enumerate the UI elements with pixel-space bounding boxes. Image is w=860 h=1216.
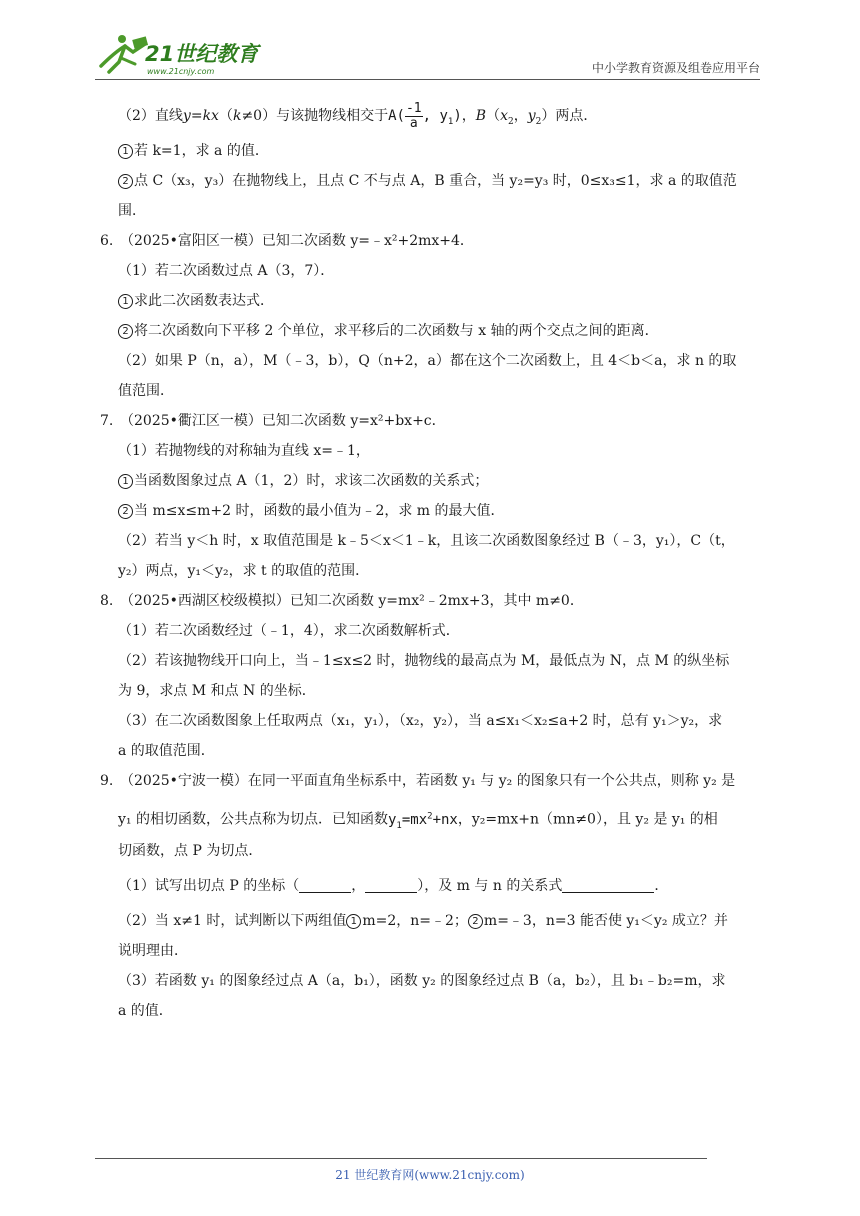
q9-part2: （2）当 x≠1 时，试判断以下两组值 1 m=2，n=﹣2； 2 m=﹣3，n=3 能否使 y₁＜y₂ 成立？并	[118, 913, 728, 929]
q6-part2-cont: 值范围．	[118, 383, 174, 399]
page-footer: 21 世纪教育网(www.21cnjy.com)	[335, 1168, 525, 1182]
q6-sub2: 2 将二次函数向下平移 2 个单位，求平移后的二次函数与 x 轴的两个交点之间的距离．	[100, 316, 765, 346]
q7-sub2: 2 当 m≤x≤m+2 时，函数的最小值为﹣2，求 m 的最大值．	[100, 496, 765, 526]
q8-part1: （1）若二次函数经过（﹣1，4），求二次函数解析式．	[118, 623, 460, 639]
q7-part1: （1）若抛物线的对称轴为直线 x=﹣1，	[118, 443, 370, 459]
logo-text: 21世纪教育	[145, 42, 259, 66]
answer-blank-y[interactable]	[365, 876, 417, 893]
platform-name: 中小学教育资源及组卷应用平台	[591, 61, 760, 75]
q9-stem: 9. （2025•宁波一模）在同一平面直角坐标系中，若函数 y₁ 与 y₂ 的图象只有一个公共点，则称 y₂ 是	[100, 773, 736, 789]
site-logo	[95, 30, 265, 78]
q9-part3-cont: a 的值．	[118, 1003, 173, 1019]
q8-stem: 8. （2025•西湖区校级模拟）已知二次函数 y=mx²﹣2mx+3，其中 m≠0．	[100, 593, 584, 609]
q6-part2: （2）如果 P（n，a），M（﹣3，b），Q（n+2，a）都在这个二次函数上，且 4＜b＜a，求 n 的取	[118, 353, 737, 369]
footer-divider	[95, 1158, 707, 1159]
q5-sub1: 1 若 k=1，求 a 的值．	[100, 136, 765, 166]
circled-number-2: 2	[118, 174, 133, 189]
q6-stem: 6. （2025•富阳区一模）已知二次函数 y=﹣x²+2mx+4．	[100, 233, 474, 249]
q8-part2-cont: 为 9，求点 M 和点 N 的坐标．	[118, 683, 316, 699]
q9-part2-cont: 说明理由．	[118, 943, 188, 959]
circled-number-1: 1	[118, 144, 133, 159]
q5-part2: （2）直线y=kx（k≠0）与该抛物线相交于A( $\frac{-1}{a}$ , $y_1$)，$B(x_2$，$y_2$）两点．	[118, 100, 598, 131]
q8-part3: （3）在二次函数图象上任取两点（x₁，y₁），（x₂，y₂），当 a≤x₁＜x₂≤a+2 时，总有 y₁＞y₂，求	[118, 713, 723, 729]
q7-sub1: 1 当函数图象过点 A（1，2）时，求该二次函数的关系式；	[100, 466, 765, 496]
q9-stem-end: 切函数，点 P 为切点．	[118, 843, 263, 859]
q7-part2: （2）若当 y＜h 时，x 取值范围是 k﹣5＜x＜1﹣k，且该二次函数图象经过 B（﹣3，y₁），C（t，	[118, 533, 735, 549]
q5-sub2-cont: 围．	[118, 203, 146, 219]
q7-part2-cont: y₂）两点，y₁＜y₂，求 t 的取值的范围．	[118, 563, 370, 579]
header-divider	[95, 79, 760, 80]
q9-part3: （3）若函数 y₁ 的图象经过点 A（a，b₁），函数 y₂ 的图象经过点 B（a，b₂），且 b₁﹣b₂=m，求	[118, 973, 726, 989]
q8-part3-cont: a 的取值范围．	[118, 743, 215, 759]
q6-sub1: 1 求此二次函数表达式．	[100, 286, 765, 316]
q7-stem: 7. （2025•衢江区一模）已知二次函数 y=x²+bx+c．	[100, 413, 446, 429]
answer-blank-relation[interactable]	[562, 876, 654, 893]
page-header	[95, 30, 760, 80]
q5-sub2: 2 点 C（x₃，y₃）在抛物线上，且点 C 不与点 A，B 重合，当 y₂=y₃ 时，0≤x₃≤1，求 a 的取值范	[100, 166, 765, 196]
q8-part2: （2）若该抛物线开口向上，当﹣1≤x≤2 时，抛物线的最高点为 M，最低点为 N，点 M 的纵坐标	[118, 653, 730, 669]
q6-part1: （1）若二次函数过点 A（3，7）．	[118, 263, 335, 279]
answer-blank-x[interactable]	[299, 876, 351, 893]
question-list	[100, 96, 765, 1026]
q9-stem-cont: y₁ 的相切函数，公共点称为切点．已知函数$y_1=mx^2+nx$，y₂=mx+n（mn≠0），且 y₂ 是 y₁ 的相	[118, 811, 718, 831]
q9-part1: （1）试写出切点 P 的坐标（ ， ），及 m 与 n 的关系式 ．	[118, 878, 669, 894]
logo-url: www.21cnjy.com	[147, 67, 215, 76]
